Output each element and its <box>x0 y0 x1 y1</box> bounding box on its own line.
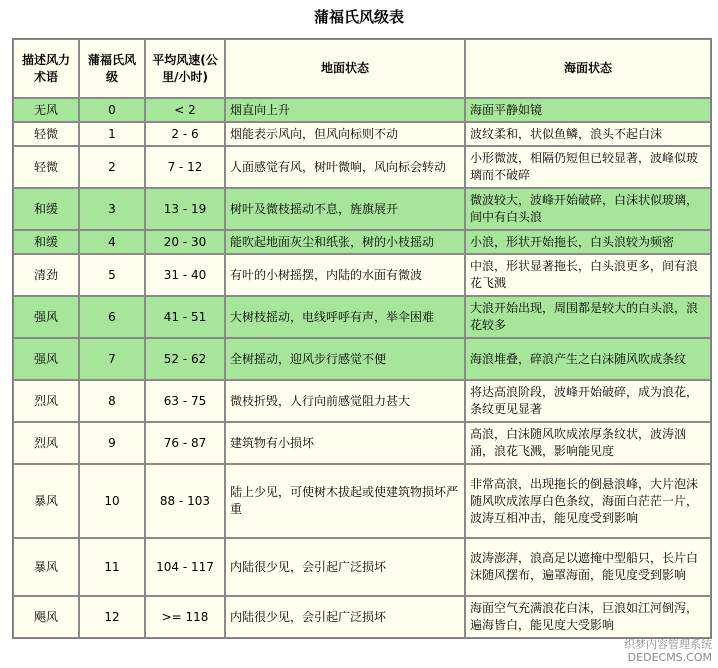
cell-term: 轻微 <box>13 122 79 146</box>
cell-term: 暴风 <box>13 464 79 538</box>
cell-level: 9 <box>79 422 145 464</box>
cell-term: 和缓 <box>13 188 79 230</box>
cell-speed: 63 - 75 <box>145 380 225 422</box>
cell-speed: 52 - 62 <box>145 338 225 380</box>
table-row <box>13 380 711 422</box>
cell-level: 7 <box>79 338 145 380</box>
cell-level: 10 <box>79 464 145 538</box>
cell-level: 6 <box>79 296 145 338</box>
header-level: 蒲福氏风级 <box>79 39 145 98</box>
cell-land: 烟能表示风向，但风向标则不动 <box>225 122 465 146</box>
cell-level: 12 <box>79 596 145 638</box>
cell-land: 人面感觉有风，树叶微响，风向标会转动 <box>225 146 465 188</box>
cell-sea: 大浪开始出现，周围都是较大的白头浪，浪花较多 <box>465 296 711 338</box>
cell-term: 无风 <box>13 98 79 122</box>
cell-sea: 小形微波，相隔仍短但已较显著，波峰似玻璃而不破碎 <box>465 146 711 188</box>
header-sea: 海面状态 <box>465 39 711 98</box>
cell-sea: 海面空气充满浪花白沫，巨浪如江河倒泻，遍海皆白，能见度大受影响 <box>465 596 711 638</box>
cell-land: 全树摇动，迎风步行感觉不便 <box>225 338 465 380</box>
table-row <box>13 146 711 188</box>
cell-land: 内陆很少见，会引起广泛损坏 <box>225 596 465 638</box>
cell-term: 烈风 <box>13 422 79 464</box>
table-row <box>13 254 711 296</box>
cell-land: 建筑物有小损坏 <box>225 422 465 464</box>
cell-sea: 海浪堆叠，碎浪产生之白沫随风吹成条纹 <box>465 338 711 380</box>
table-row <box>13 538 711 596</box>
cell-land: 有叶的小树摇摆，内陆的水面有微波 <box>225 254 465 296</box>
cell-land: 树叶及微枝摇动不息，旌旗展开 <box>225 188 465 230</box>
cell-speed: < 2 <box>145 98 225 122</box>
cell-term: 飓风 <box>13 596 79 638</box>
page-title: 蒲福氏风级表 <box>313 8 404 26</box>
header-row <box>13 39 711 98</box>
cell-speed: 41 - 51 <box>145 296 225 338</box>
cell-speed: 2 - 6 <box>145 122 225 146</box>
cell-speed: 13 - 19 <box>145 188 225 230</box>
cell-term: 暴风 <box>13 538 79 596</box>
cell-speed: 7 - 12 <box>145 146 225 188</box>
cell-speed: 88 - 103 <box>145 464 225 538</box>
cell-speed: 31 - 40 <box>145 254 225 296</box>
cell-land: 大树枝摇动，电线呼呼有声，举伞困难 <box>225 296 465 338</box>
cell-land: 陆上少见，可使树木拔起或使建筑物损坏严重 <box>225 464 465 538</box>
cell-sea: 将达高浪阶段，波峰开始破碎，成为浪花，条纹更见显著 <box>465 380 711 422</box>
cell-level: 0 <box>79 98 145 122</box>
cell-speed: 76 - 87 <box>145 422 225 464</box>
cell-speed: 104 - 117 <box>145 538 225 596</box>
cell-level: 4 <box>79 230 145 254</box>
header-speed: 平均风速(公里/小时) <box>145 39 225 98</box>
cell-sea: 微波较大，波峰开始破碎，白沫状似玻璃，间中有白头浪 <box>465 188 711 230</box>
table-row <box>13 188 711 230</box>
cell-sea: 波纹柔和，状似鱼鳞，浪头不起白沫 <box>465 122 711 146</box>
cell-sea: 高浪，白沫随风吹成浓厚条纹状，波涛汹涌，浪花飞溅，影响能见度 <box>465 422 711 464</box>
cell-level: 2 <box>79 146 145 188</box>
table-row <box>13 422 711 464</box>
cell-level: 3 <box>79 188 145 230</box>
cell-sea: 小浪，形状开始拖长，白头浪较为频密 <box>465 230 711 254</box>
table-row <box>13 122 711 146</box>
watermark-line2: DEDECMS.COM <box>627 651 712 664</box>
header-term: 描述风力术语 <box>13 39 79 98</box>
cell-land: 内陆很少见，会引起广泛损坏 <box>225 538 465 596</box>
cell-speed: 20 - 30 <box>145 230 225 254</box>
table-row <box>13 464 711 538</box>
watermark <box>624 638 712 664</box>
cell-term: 轻微 <box>13 146 79 188</box>
table-row <box>13 296 711 338</box>
cell-term: 强风 <box>13 296 79 338</box>
cell-sea: 非常高浪，出现拖长的倒悬浪峰，大片泡沫随风吹成浓厚白色条纹，海面白茫茫一片，波涛互相冲击，能见度受到影响 <box>465 464 711 538</box>
cell-term: 强风 <box>13 338 79 380</box>
cell-level: 11 <box>79 538 145 596</box>
cell-sea: 波涛澎湃，浪高足以遮掩中型船只，长片白沫随风摆布，遍罩海面，能见度受到影响 <box>465 538 711 596</box>
cell-land: 烟直向上升 <box>225 98 465 122</box>
cell-level: 8 <box>79 380 145 422</box>
cell-sea: 中浪，形状显著拖长，白头浪更多，间有浪花飞溅 <box>465 254 711 296</box>
cell-level: 5 <box>79 254 145 296</box>
cell-land: 能吹起地面灰尘和纸张，树的小枝摇动 <box>225 230 465 254</box>
beaufort-scale-table <box>12 38 712 639</box>
cell-sea: 海面平静如镜 <box>465 98 711 122</box>
table-row <box>13 596 711 638</box>
cell-land: 微枝折毁，人行向前感觉阻力甚大 <box>225 380 465 422</box>
cell-speed: >= 118 <box>145 596 225 638</box>
cell-term: 烈风 <box>13 380 79 422</box>
watermark-line1: 织梦内容管理系统 <box>624 638 712 651</box>
header-land: 地面状态 <box>225 39 465 98</box>
cell-term: 清劲 <box>13 254 79 296</box>
cell-term: 和缓 <box>13 230 79 254</box>
table-row <box>13 230 711 254</box>
table-row <box>13 98 711 122</box>
table-row <box>13 338 711 380</box>
cell-level: 1 <box>79 122 145 146</box>
